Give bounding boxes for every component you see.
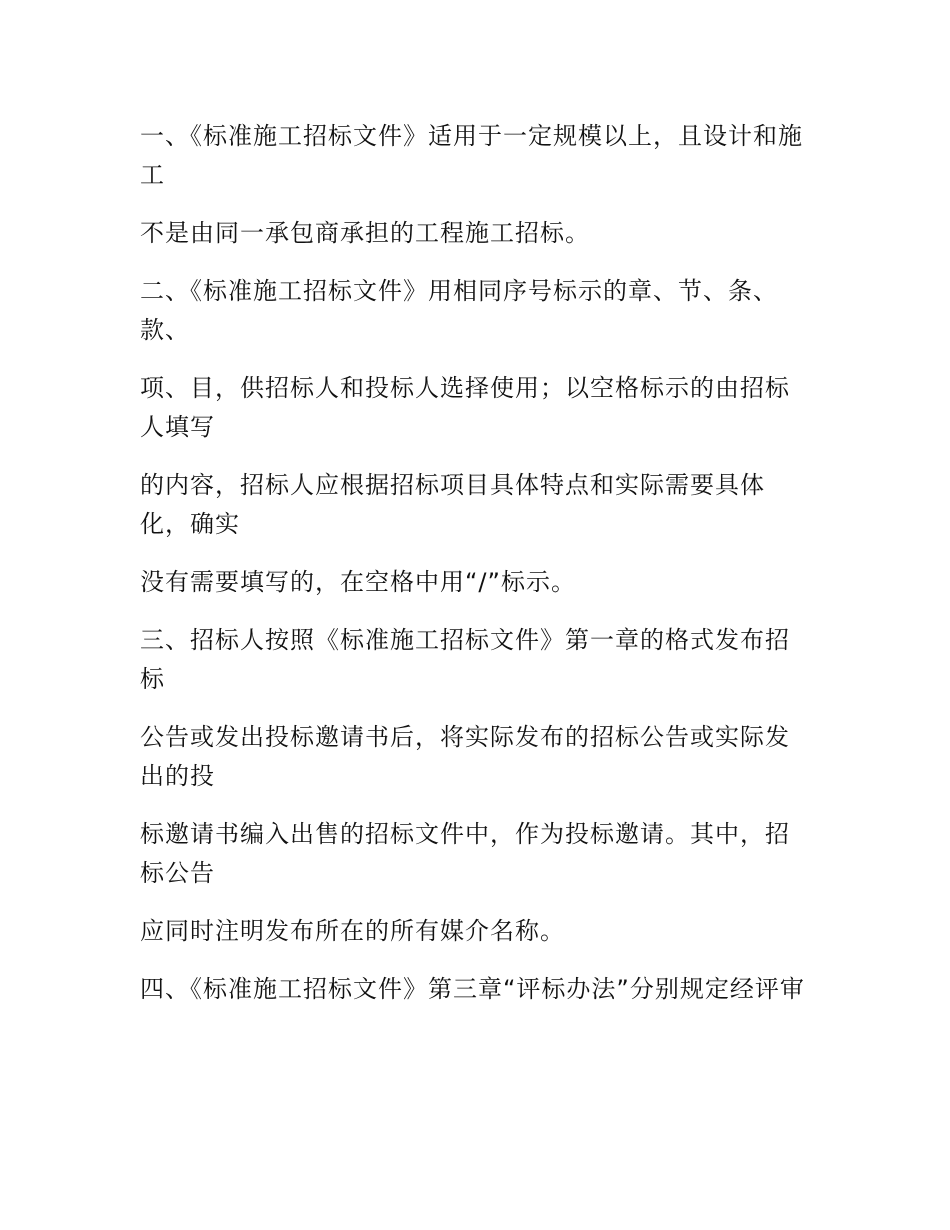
paragraph: 标邀请书编入出售的招标文件中，作为投标邀请。其中，招标公告 xyxy=(140,820,790,887)
document-body xyxy=(140,117,810,1028)
paragraph: 项、目，供招标人和投标人选择使用；以空格标示的由招标人填写 xyxy=(140,374,790,441)
paragraph: 公告或发出投标邀请书后，将实际发布的招标公告或实际发出的投 xyxy=(140,723,790,790)
paragraph: 三、招标人按照《标准施工招标文件》第一章的格式发布招标 xyxy=(140,626,790,693)
paragraph: 不是由同一承包商承担的工程施工招标。 xyxy=(140,219,590,247)
paragraph: 一、《标准施工招标文件》适用于一定规模以上，且设计和施工 xyxy=(140,122,803,189)
paragraph: 四、《标准施工招标文件》第三章“评标办法”分别规定经评审 xyxy=(140,975,805,1003)
paragraph: 二、《标准施工招标文件》用相同序号标示的章、节、条、款、 xyxy=(140,277,778,344)
paragraph: 没有需要填写的，在空格中用“/”标示。 xyxy=(140,568,576,596)
paragraph: 的内容，招标人应根据招标项目具体特点和实际需要具体化，确实 xyxy=(140,471,765,538)
paragraph: 应同时注明发布所在的所有媒介名称。 xyxy=(140,917,565,945)
